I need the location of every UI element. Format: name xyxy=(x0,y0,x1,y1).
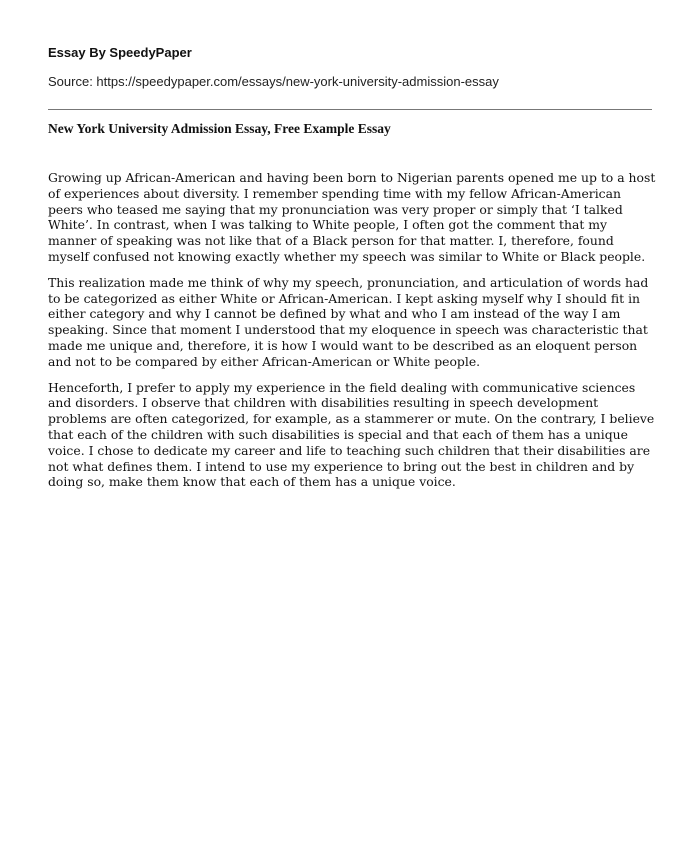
essay-body xyxy=(48,170,656,500)
source-line: Source: https://speedypaper.com/essays/new-york-university-admission-essay xyxy=(48,74,499,89)
essay-paragraph-2: This realization made me think of why my speech, pronunciation, and articulation of words had to be categorized as either White or African-American. I kept asking myself why I should fit in either category and why I cannot be defined by what and who I am instead of the way I am speaking. Since that moment I understood that my eloquence in speech was characteristic that made me unique and, therefore, it is how I would want to be described as an eloquent person and not to be compared by either African-American or White people. xyxy=(48,274,649,369)
essay-paragraph-3: Henceforth, I prefer to apply my experience in the field dealing with communicative sciences and disorders. I observe that children with disabilities resulting in speech development problems are often categorized, for example, as a stammerer or mute. On the contrary, I believe that each of the children with such disabilities is special and that each of them has a unique voice. I chose to dedicate my career and life to teaching such children that their disabilities are not what defines them. I intend to use my experience to bring out the best in children and by doing so, make them know that each of them has a unique voice. xyxy=(48,379,655,490)
header-divider xyxy=(48,109,652,110)
essay-paragraph-1: Growing up African-American and having been born to Nigerian parents opened me up to a host of experiences about diversity. I remember spending time with my fellow African-American peers who teased me saying that my pronunciation was very proper or simply that ‘I talked White’. In contrast, when I was talking to White people, I often got the comment that my manner of speaking was not like that of a Black person for that matter. I, therefore, found myself confused not knowing exactly whether my speech was similar to White or Black people. xyxy=(48,170,656,264)
document-header-title: Essay By SpeedyPaper xyxy=(48,45,192,60)
essay-title: New York University Admission Essay, Free Example Essay xyxy=(48,121,391,136)
